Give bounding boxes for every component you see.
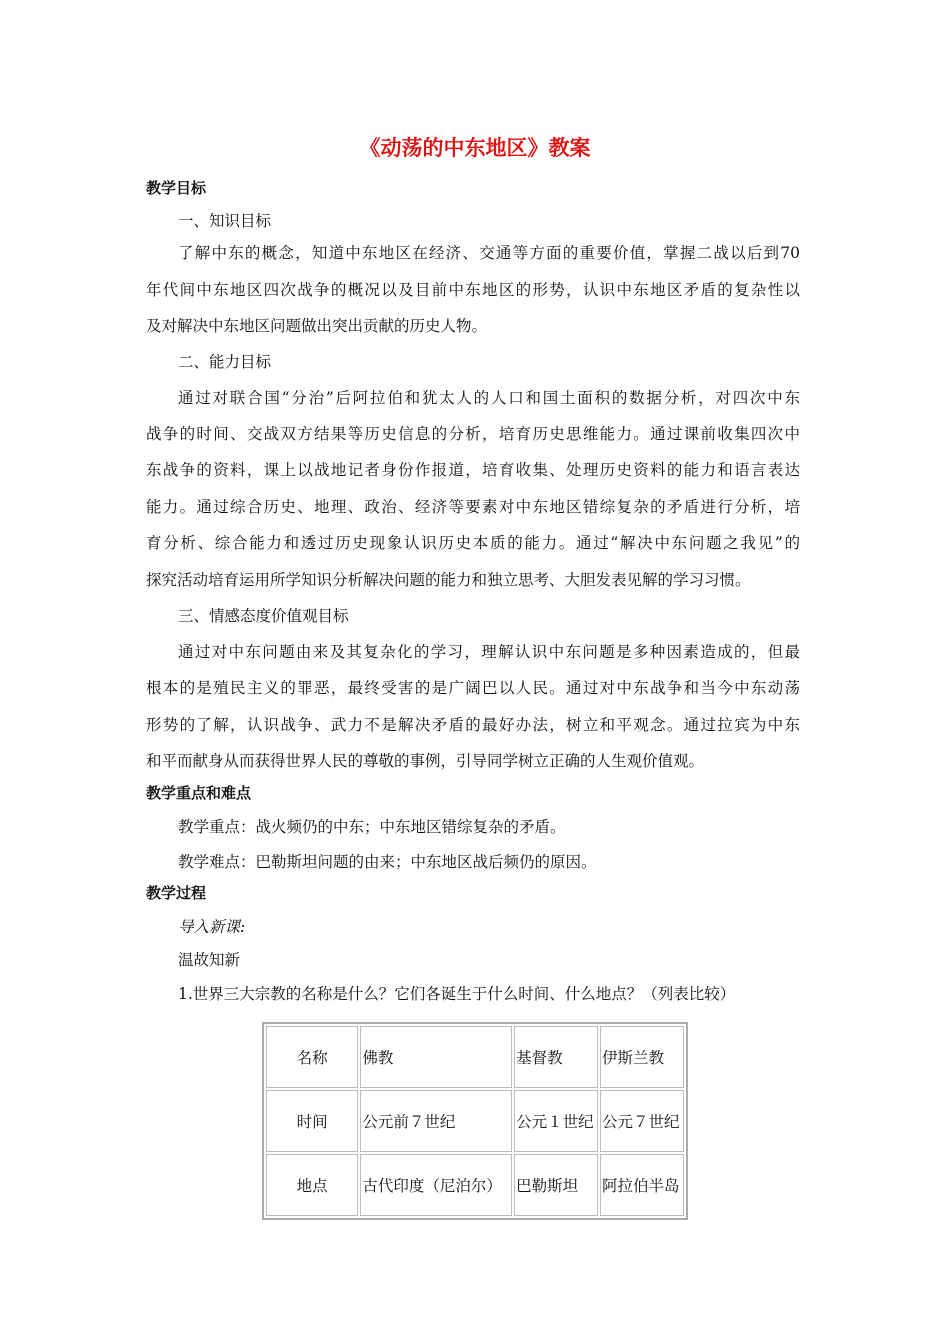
paragraph-line: 了解中东的概念，知道中东地区在经济、交通等方面的重要价值，掌握二战以后到70 bbox=[178, 244, 800, 262]
table-cell: 公元７世纪 bbox=[600, 1090, 684, 1152]
table-row bbox=[266, 1154, 684, 1216]
table-cell: 古代印度（尼泊尔） bbox=[360, 1154, 512, 1216]
table-cell: 伊斯兰教 bbox=[600, 1026, 684, 1088]
heading-key-points: 教学重点和难点 bbox=[146, 784, 252, 802]
paragraph-line: 年代间中东地区四次战争的概况以及目前中东地区的形势，认识中东地区矛盾的复杂性以 bbox=[146, 281, 800, 299]
table-cell: 巴勒斯坦 bbox=[514, 1154, 598, 1216]
heading-emotion-goals: 三、情感态度价值观目标 bbox=[178, 607, 349, 625]
table-cell: 阿拉伯半岛 bbox=[600, 1154, 684, 1216]
table-cell: 时间 bbox=[266, 1090, 358, 1152]
intro-label: 导入新课: bbox=[178, 918, 246, 936]
paragraph-line: 战争的时间、交战双方结果等历史信息的分析，培育历史思维能力。通过课前收集四次中 bbox=[146, 425, 800, 443]
paragraph-line: 形势的了解，认识战争、武力不是解决矛盾的最好办法，树立和平观念。通过拉宾为中东 bbox=[146, 716, 800, 734]
question-1: 1.世界三大宗教的名称是什么？它们各诞生于什么时间、什么地点？（列表比较） bbox=[178, 985, 736, 1003]
paragraph-line: 通过对中东问题由来及其复杂化的学习，理解认识中东问题是多种因素造成的，但最 bbox=[178, 643, 800, 661]
table-cell: 公元前７世纪 bbox=[360, 1090, 512, 1152]
review-label: 温故知新 bbox=[178, 951, 241, 969]
paragraph-line: 通过对联合国“分治”后阿拉伯和犹太人的人口和国土面积的数据分析，对四次中东 bbox=[178, 389, 800, 407]
document-title: 《动荡的中东地区》教案 bbox=[359, 136, 591, 160]
paragraph-line: 育分析、综合能力和透过历史现象认识历史本质的能力。通过“解决中东问题之我见”的 bbox=[146, 534, 800, 552]
heading-teaching-process: 教学过程 bbox=[146, 884, 207, 902]
table-cell: 基督教 bbox=[514, 1026, 598, 1088]
table-cell: 公元１世纪 bbox=[514, 1090, 598, 1152]
religion-comparison-table bbox=[262, 1022, 688, 1220]
paragraph-line: 和平而献身从而获得世界人民的尊敬的事例，引导同学树立正确的人生观价值观。 bbox=[146, 752, 705, 770]
difficult-point: 教学难点：巴勒斯坦问题的由来；中东地区战后频仍的原因。 bbox=[178, 853, 597, 871]
table-row bbox=[266, 1090, 684, 1152]
table-cell: 佛教 bbox=[360, 1026, 512, 1088]
heading-knowledge-goals: 一、知识目标 bbox=[178, 212, 272, 230]
heading-ability-goals: 二、能力目标 bbox=[178, 353, 272, 371]
paragraph-line: 探究活动培育运用所学知识分析解决问题的能力和独立思考、大胆发表见解的学习习惯。 bbox=[146, 571, 751, 589]
paragraph-line: 及对解决中东地区问题做出突出贡献的历史人物。 bbox=[146, 317, 488, 335]
table-cell: 名称 bbox=[266, 1026, 358, 1088]
paragraph-line: 能力。通过综合历史、地理、政治、经济等要素对中东地区错综复杂的矛盾进行分析，培 bbox=[146, 498, 800, 516]
key-point: 教学重点：战火频仍的中东；中东地区错综复杂的矛盾。 bbox=[178, 818, 566, 836]
table-row bbox=[266, 1026, 684, 1088]
paragraph-line: 根本的是殖民主义的罪恶，最终受害的是广阔巴以人民。通过对中东战争和当今中东动荡 bbox=[146, 679, 800, 697]
table-cell: 地点 bbox=[266, 1154, 358, 1216]
paragraph-line: 东战争的资料，课上以战地记者身份作报道，培育收集、处理历史资料的能力和语言表达 bbox=[146, 461, 800, 479]
heading-teaching-goals: 教学目标 bbox=[146, 179, 207, 197]
